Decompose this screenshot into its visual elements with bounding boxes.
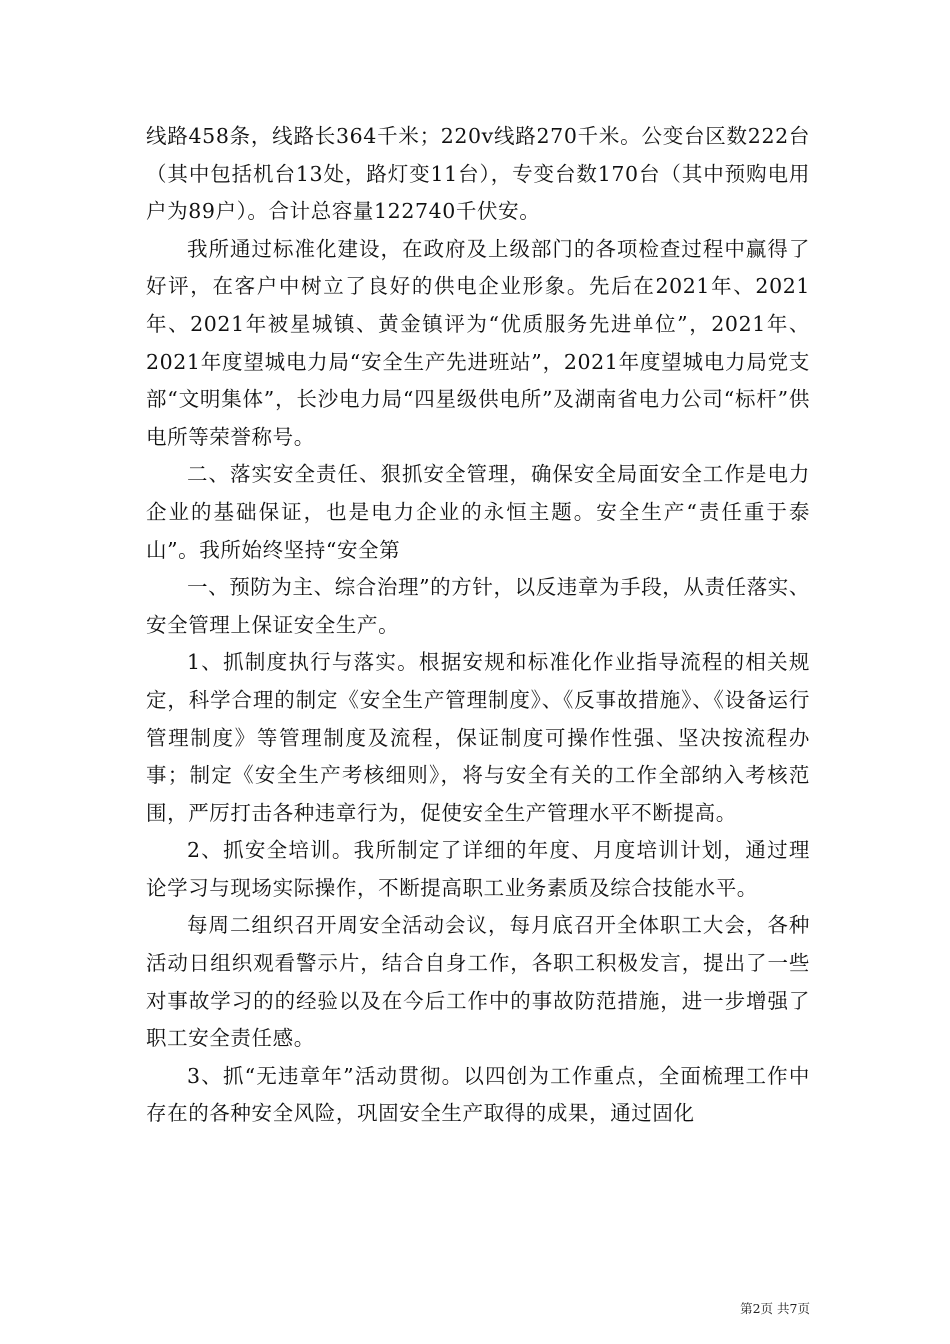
paragraph: 我所通过标准化建设，在政府及上级部门的各项检查过程中赢得了好评，在客户中树立了良好的供电企业形象。先后在2021年、2021年、2021年被星城镇、黄金镇评为“优质服务先进单位”，2021年、2021年度望城电力局“安全生产先进班站”，2021年度望城电力局党支部“文明集体”，长沙电力局“四星级供电所”及湖南省电力公司“标杆”供电所等荣誉称号。: [146, 236, 810, 449]
paragraph: 一、预防为主、综合治理”的方针，以反违章为手段，从责任落实、安全管理上保证安全生产。: [146, 575, 810, 637]
document-body: [146, 118, 810, 1133]
paragraph: 二、落实安全责任、狠抓安全管理，确保安全局面安全工作是电力企业的基础保证，也是电力企业的永恒主题。安全生产“责任重于泰山”。我所始终坚持“安全第: [146, 462, 810, 562]
paragraph: 线路458条，线路长364千米；220v线路270千米。公变台区数222台（其中包括机台13处，路灯变11台），专变台数170台（其中预购电用户为89户）。合计总容量122740千伏安。: [146, 124, 810, 224]
paragraph: 1、抓制度执行与落实。根据安规和标准化作业指导流程的相关规定，科学合理的制定《安全生产管理制度》、《反事故措施》、《设备运行管理制度》等管理制度及流程，保证制度可操作性强、坚决按流程办事；制定《安全生产考核细则》，将与安全有关的工作全部纳入考核范围，严厉打击各种违章行为，促使安全生产管理水平不断提高。: [146, 650, 810, 825]
page-number-footer: 第2页 共7页: [740, 1301, 810, 1316]
paragraph: 3、抓“无违章年”活动贯彻。以四创为工作重点，全面梳理工作中存在的各种安全风险，巩固安全生产取得的成果，通过固化: [146, 1063, 810, 1126]
paragraph: 2、抓安全培训。我所制定了详细的年度、月度培训计划，通过理论学习与现场实际操作，不断提高职工业务素质及综合技能水平。: [146, 838, 810, 900]
paragraph: 每周二组织召开周安全活动会议，每月底召开全体职工大会，各种活动日组织观看警示片，结合自身工作，各职工积极发言，提出了一些对事故学习的的经验以及在今后工作中的事故防范措施，进一步增强了职工安全责任感。: [146, 913, 810, 1051]
